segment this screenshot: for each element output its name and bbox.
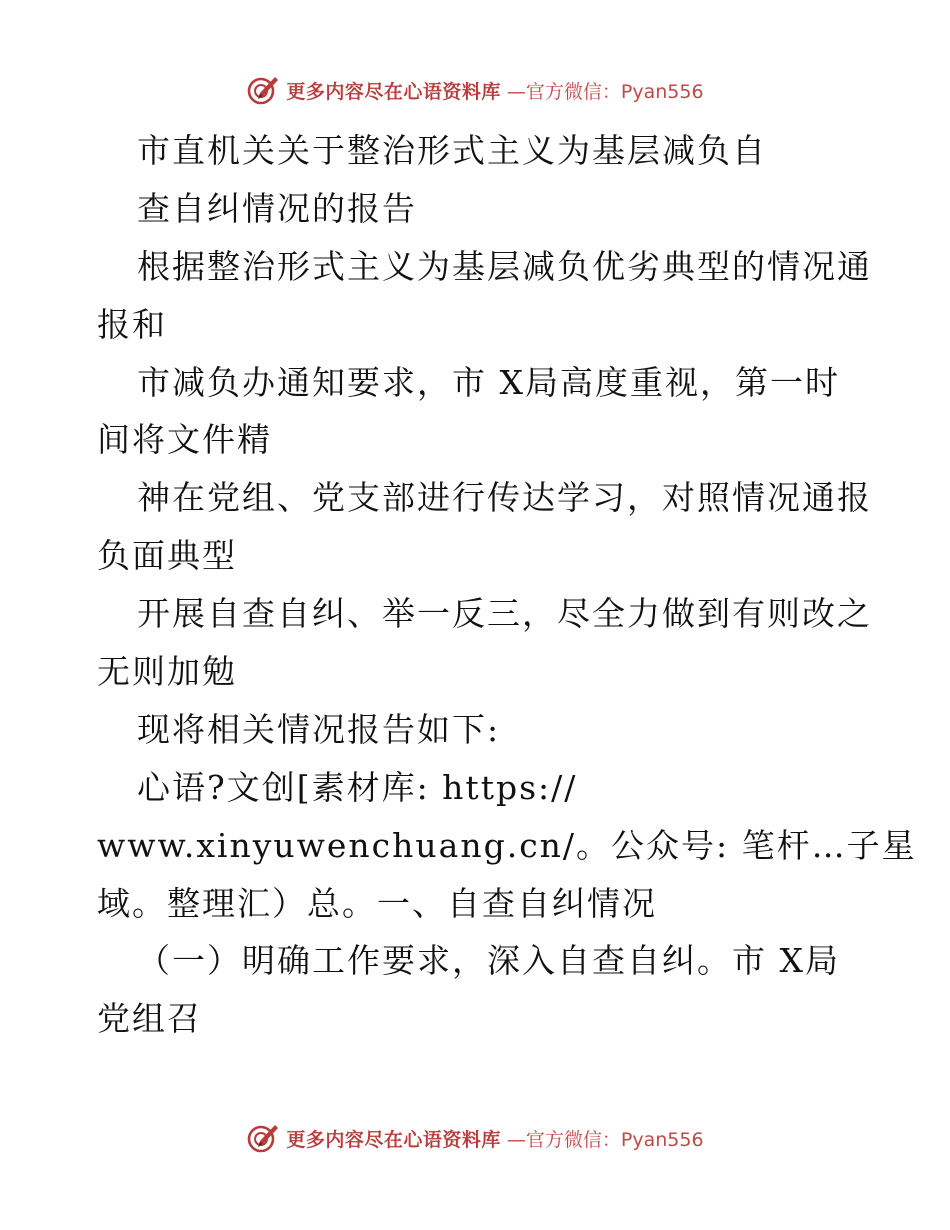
paragraph-line: 现将相关情况报告如下: bbox=[137, 709, 501, 749]
paragraph-line: 市减负办通知要求，市 X局高度重视，第一时 bbox=[137, 362, 840, 402]
paragraph-line: 心语?文创[素材库: https:// bbox=[137, 767, 578, 807]
header-watermark bbox=[0, 70, 950, 110]
paragraph-line: 开展自查自纠、举一反三，尽全力做到有则改之 bbox=[137, 594, 872, 634]
paragraph-line: 党组召 bbox=[97, 999, 202, 1039]
pen-logo-icon bbox=[246, 73, 280, 107]
paragraph-line: 无则加勉 bbox=[97, 652, 237, 692]
footer-watermark bbox=[0, 1118, 950, 1158]
document-body bbox=[97, 122, 917, 1048]
watermark-contact-text: —官方微信：Pyan556 bbox=[506, 80, 704, 103]
watermark-contact-text: —官方微信：Pyan556 bbox=[506, 1128, 704, 1151]
paragraph-line: 根据整治形式主义为基层减负优劣典型的情况通 bbox=[137, 246, 872, 286]
paragraph-line: 报和 bbox=[97, 304, 167, 344]
paragraph-line: （一）明确工作要求，深入自查自纠。市 X局 bbox=[137, 941, 840, 981]
watermark-brand-text: 更多内容尽在心语资料库 bbox=[286, 1128, 501, 1151]
document-title-line-1: 市直机关关于整治形式主义为基层减负自 bbox=[137, 131, 767, 170]
paragraph-line: 域。整理汇）总。一、自查自纠情况 bbox=[97, 883, 657, 923]
pen-logo-icon bbox=[246, 1121, 280, 1155]
document-title-line-2: 查自纠情况的报告 bbox=[137, 188, 417, 228]
paragraph-line: 负面典型 bbox=[97, 536, 237, 576]
paragraph-line: www.xinyuwenchuang.cn/。公众号: 笔杆…子星 bbox=[97, 825, 917, 865]
paragraph-line: 间将文件精 bbox=[97, 420, 272, 460]
paragraph-line: 神在党组、党支部进行传达学习，对照情况通报 bbox=[137, 478, 872, 518]
watermark-brand-text: 更多内容尽在心语资料库 bbox=[286, 80, 501, 103]
